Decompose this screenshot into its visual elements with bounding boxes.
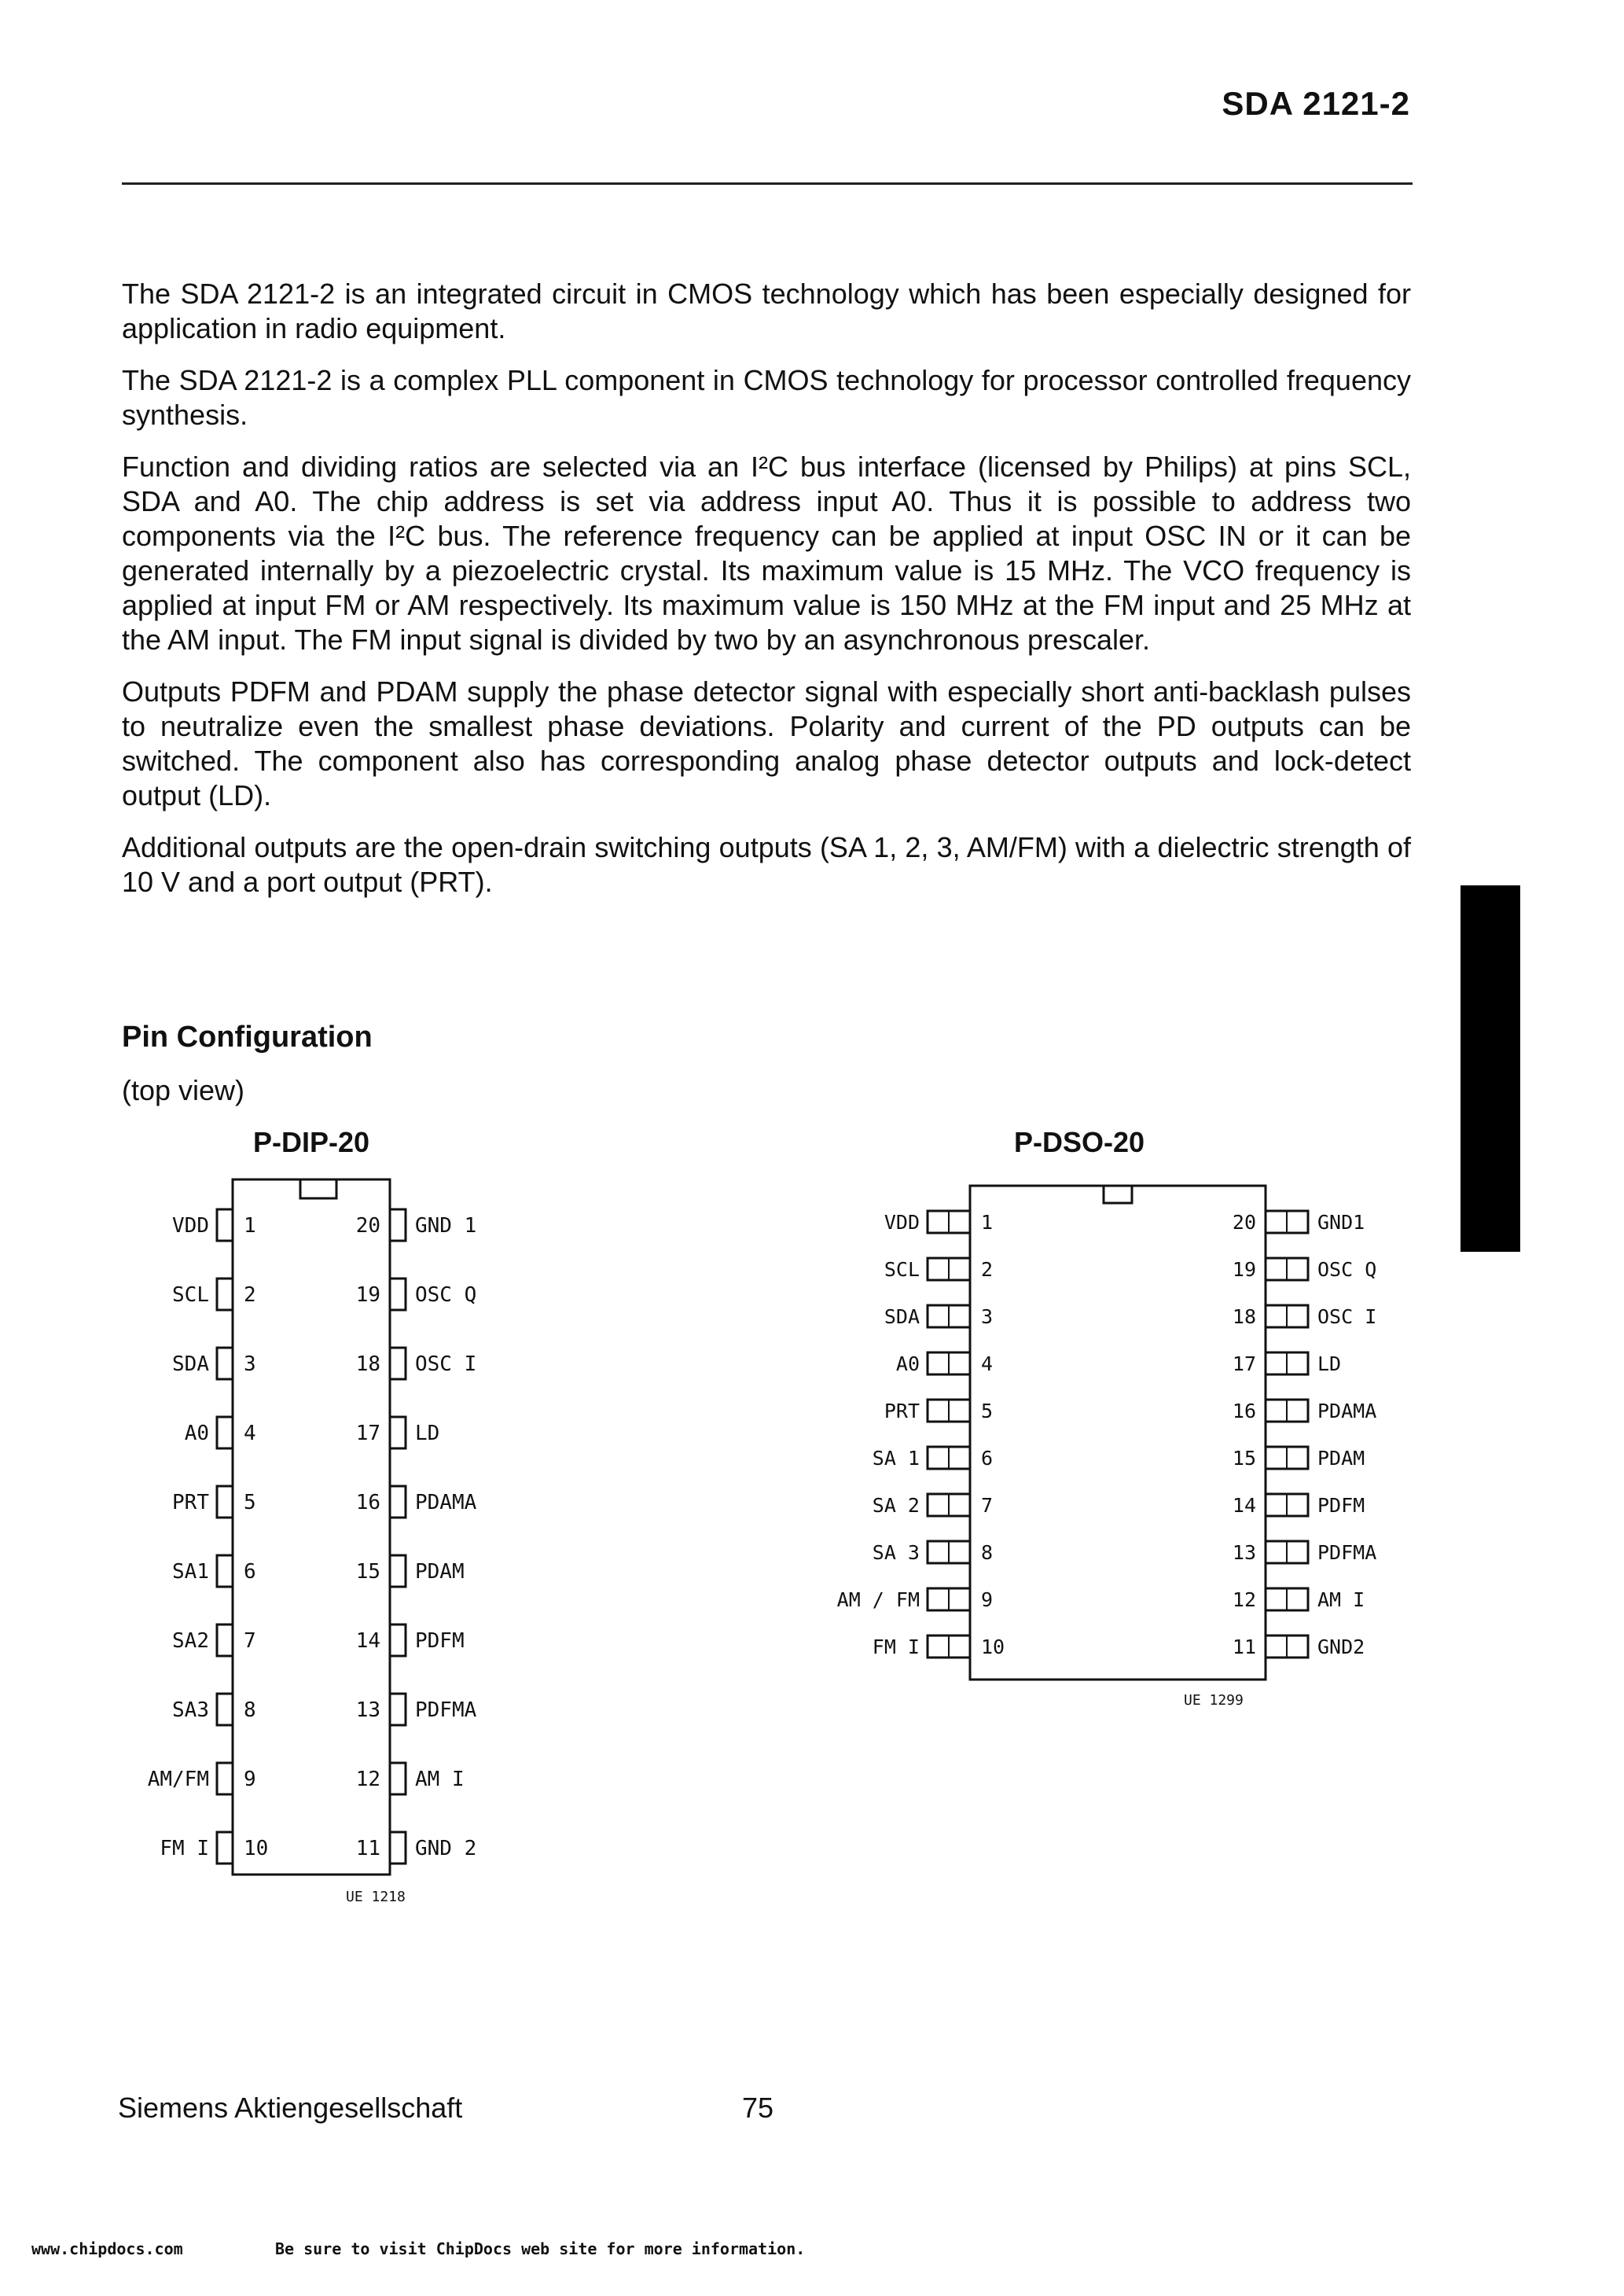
dso-package-diagram (837, 1186, 1377, 1709)
dip-package-diagram (148, 1179, 477, 1905)
pin-7-lead (217, 1624, 233, 1656)
pin-12-lead (390, 1763, 406, 1794)
pin-19-label: OSC Q (1317, 1258, 1377, 1281)
pin-11-label: GND 2 (415, 1837, 477, 1860)
pin-5-label: PRT (884, 1400, 920, 1422)
pin-19-number: 19 (355, 1283, 380, 1307)
pin-2-number: 2 (981, 1258, 994, 1281)
dip-left-pins (148, 1209, 269, 1864)
pin-8-number: 8 (244, 1698, 256, 1722)
dso-right-pins (1233, 1211, 1376, 1658)
pin-6-number: 6 (244, 1560, 256, 1584)
pin-1-number: 1 (244, 1214, 256, 1238)
dso-diagram-code: UE 1299 (1184, 1692, 1244, 1709)
pin-20-lead (390, 1209, 406, 1241)
pin-1-label: VDD (172, 1214, 209, 1238)
pin-19-label: OSC Q (415, 1283, 477, 1307)
pin-17-lead (390, 1417, 406, 1448)
pin-6-label: SA 1 (872, 1447, 920, 1470)
pin-11-number: 11 (355, 1837, 380, 1860)
pin-1-label: VDD (884, 1211, 920, 1234)
pin-10-lead (217, 1832, 233, 1864)
pin-4-lead (217, 1417, 233, 1448)
pin-config-heading: Pin Configuration (122, 1021, 373, 1054)
pin-13-number: 13 (355, 1698, 380, 1722)
pin-2-lead (217, 1279, 233, 1310)
dso-body (970, 1186, 1266, 1680)
pin-1-number: 1 (981, 1211, 994, 1234)
pin-9-number: 9 (244, 1768, 256, 1791)
footer-url[interactable]: www.chipdocs.com (31, 2239, 183, 2258)
pin-18-number: 18 (355, 1352, 380, 1376)
pin-1-lead (217, 1209, 233, 1241)
document-title: SDA 2121-2 (1222, 85, 1410, 122)
pin-5-number: 5 (244, 1491, 256, 1514)
pin-8-lead (217, 1694, 233, 1725)
pin-5-number: 5 (981, 1400, 994, 1422)
page-number: 75 (742, 2092, 774, 2124)
pin-8-label: SA3 (172, 1698, 209, 1722)
pin-20-label: GND 1 (415, 1214, 477, 1238)
pin-6-label: SA1 (172, 1560, 209, 1584)
pin-18-lead (390, 1348, 406, 1379)
pin-15-label: PDAM (415, 1560, 465, 1584)
pin-15-number: 15 (355, 1560, 380, 1584)
pin-10-number: 10 (244, 1837, 269, 1860)
pin-7-label: SA 2 (872, 1494, 920, 1517)
pin-14-number: 14 (1232, 1494, 1256, 1517)
pin-12-number: 12 (1232, 1588, 1256, 1611)
pin-4-number: 4 (981, 1352, 994, 1375)
pin-3-number: 3 (981, 1305, 994, 1328)
footer-note: Be sure to visit ChipDocs web site for more information. (275, 2239, 806, 2258)
pin-4-label: A0 (184, 1422, 209, 1445)
pin-config-view-note: (top view) (122, 1074, 245, 1106)
pin-2-label: SCL (172, 1283, 209, 1307)
paragraph-pll: The SDA 2121-2 is a complex PLL component in CMOS technology for processor controlled frequency synthesis. (122, 364, 1411, 431)
pin-5-lead (217, 1486, 233, 1518)
pin-16-label: PDAMA (415, 1491, 477, 1514)
pin-14-label: PDFM (415, 1629, 465, 1653)
pin-12-label: AM I (1317, 1588, 1365, 1611)
pin-16-label: PDAMA (1317, 1400, 1377, 1422)
pin-2-label: SCL (884, 1258, 920, 1281)
pin-11-number: 11 (1232, 1636, 1256, 1658)
pin-20-label: GND1 (1317, 1211, 1365, 1234)
dip-right-pins (356, 1209, 477, 1864)
pin-12-label: AM I (415, 1768, 465, 1791)
pin-3-label: SDA (884, 1305, 920, 1328)
pin-9-label: AM / FM (836, 1588, 920, 1611)
pin-4-label: A0 (895, 1352, 920, 1375)
pin-20-number: 20 (1232, 1211, 1256, 1234)
pin-15-lead (390, 1555, 406, 1587)
pin-13-number: 13 (1232, 1541, 1256, 1564)
pin-17-label: LD (415, 1422, 440, 1445)
pin-9-lead (217, 1763, 233, 1794)
pin-14-label: PDFM (1317, 1494, 1365, 1517)
pin-3-lead (217, 1348, 233, 1379)
pin-7-number: 7 (981, 1494, 994, 1517)
pin-5-label: PRT (172, 1491, 209, 1514)
pin-10-number: 10 (981, 1636, 1005, 1658)
pin-19-number: 19 (1232, 1258, 1256, 1281)
pin-20-number: 20 (355, 1214, 380, 1238)
pin-16-lead (390, 1486, 406, 1518)
pin-18-label: OSC I (415, 1352, 477, 1376)
paragraph-additional: Additional outputs are the open-drain switching outputs (SA 1, 2, 3, AM/FM) with a dielectric strength of 10 V and a port output (PRT). (122, 831, 1411, 898)
dip-diagram-code: UE 1218 (346, 1889, 406, 1905)
dso-left-pins (837, 1211, 1005, 1658)
pin-17-label: LD (1317, 1352, 1342, 1375)
pin-9-label: AM/FM (147, 1768, 209, 1791)
dso-notch (1104, 1186, 1132, 1203)
pin-8-number: 8 (981, 1541, 994, 1564)
pin-9-number: 9 (981, 1588, 994, 1611)
pin-13-label: PDFMA (1317, 1541, 1377, 1564)
paragraph-function: Function and dividing ratios are selected via an I²C bus interface (licensed by Philips) at pins SCL, SDA and A0. The chip address is set via address input A0. Thus it is possible to address two components via the I²C bus. The reference frequency can be applied at input OSC IN or it can be generated internally by a piezoelectric crystal. Its maximum value is 15 MHz. The VCO frequency is applied at input FM or AM respectively. Its maximum value is 150 MHz at the FM input and 25 MHz at the AM input. The FM input signal is divided by two by an asynchronous prescaler. (122, 451, 1411, 656)
pin-6-number: 6 (981, 1447, 994, 1470)
paragraph-intro: The SDA 2121-2 is an integrated circuit in CMOS technology which has been especially designed for application in radio equipment. (122, 278, 1411, 344)
pin-16-number: 16 (1232, 1400, 1256, 1422)
dso-package-title: P-DSO-20 (1014, 1126, 1145, 1158)
pin-15-label: PDAM (1317, 1447, 1365, 1470)
footer-company: Siemens Aktiengesellschaft (118, 2092, 463, 2124)
pin-6-lead (217, 1555, 233, 1587)
dip-notch (300, 1179, 336, 1198)
pin-14-lead (390, 1624, 406, 1656)
pin-11-label: GND2 (1317, 1636, 1365, 1658)
pin-2-number: 2 (244, 1283, 256, 1307)
pin-17-number: 17 (355, 1422, 380, 1445)
pin-19-lead (390, 1279, 406, 1310)
pin-7-label: SA2 (172, 1629, 209, 1653)
pin-17-number: 17 (1232, 1352, 1256, 1375)
pin-4-number: 4 (244, 1422, 256, 1445)
pin-7-number: 7 (244, 1629, 256, 1653)
pin-3-number: 3 (244, 1352, 256, 1376)
pin-18-label: OSC I (1317, 1305, 1377, 1328)
dip-package-title: P-DIP-20 (253, 1126, 370, 1158)
pin-18-number: 18 (1232, 1305, 1256, 1328)
pin-3-label: SDA (172, 1352, 209, 1376)
pin-8-label: SA 3 (872, 1541, 920, 1564)
pin-15-number: 15 (1232, 1447, 1256, 1470)
pin-13-lead (390, 1694, 406, 1725)
pin-10-label: FM I (160, 1837, 209, 1860)
pin-16-number: 16 (355, 1491, 380, 1514)
pin-14-number: 14 (355, 1629, 380, 1653)
pin-12-number: 12 (355, 1768, 380, 1791)
pin-10-label: FM I (872, 1636, 920, 1658)
paragraph-outputs: Outputs PDFM and PDAM supply the phase detector signal with especially short anti-backlash pulses to neutralize even the smallest phase deviations. Polarity and current of the PD outputs can be switched. The component also has corresponding analog phase detector outputs and lock-detect output (LD). (122, 675, 1411, 811)
pin-13-label: PDFMA (415, 1698, 477, 1722)
pin-11-lead (390, 1832, 406, 1864)
